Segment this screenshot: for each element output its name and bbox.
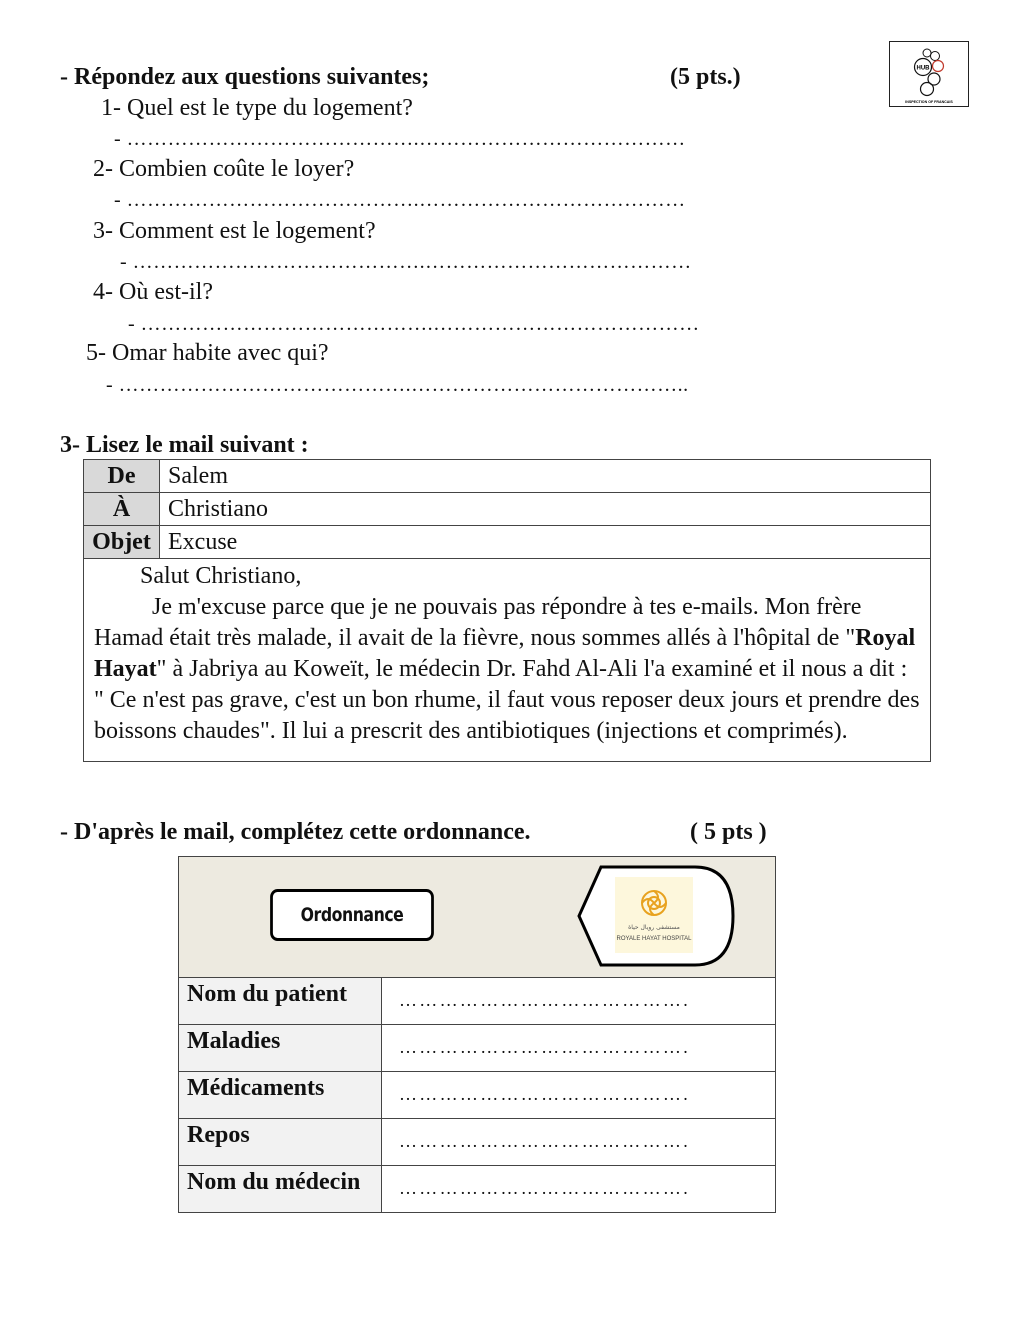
hospital-badge bbox=[577, 865, 737, 967]
svg-text:HUB: HUB bbox=[916, 65, 930, 72]
mail-body-hospital: Royal Hayat bbox=[94, 625, 916, 682]
doctor-name-field[interactable]: ……………………………………. bbox=[399, 1178, 690, 1198]
question-1: 1- Quel est le type du logement? bbox=[101, 95, 413, 121]
inspection-logo bbox=[889, 41, 969, 107]
svg-text:ROYALE HAYAT HOSPITAL: ROYALE HAYAT HOSPITAL bbox=[616, 936, 692, 942]
svg-text:مستشفى رويال حياة: مستشفى رويال حياة bbox=[628, 924, 680, 931]
answer-line-5[interactable]: - …………………………………….………………………………….. bbox=[106, 374, 689, 396]
svg-text:INSPECTION OF FRANCAIS: INSPECTION OF FRANCAIS bbox=[905, 100, 953, 104]
ordonnance-row-illness bbox=[179, 1025, 775, 1072]
medication-field[interactable]: ……………………………………. bbox=[399, 1084, 690, 1104]
ordonnance-row-patient bbox=[179, 978, 775, 1025]
patient-name-label: Nom du patient bbox=[179, 978, 382, 1024]
mail-row-subject bbox=[84, 526, 931, 559]
questions-section-title: - Répondez aux questions suivantes; bbox=[60, 64, 430, 90]
ordonnance-title: Ordonnance bbox=[270, 889, 434, 941]
illness-label: Maladies bbox=[179, 1025, 382, 1071]
mail-body bbox=[84, 559, 931, 762]
answer-line-4[interactable]: - …………………………………….………………………………… bbox=[128, 313, 700, 335]
question-2: 2- Combien coûte le loyer? bbox=[93, 156, 355, 182]
patient-name-field[interactable]: ……………………………………. bbox=[399, 990, 690, 1010]
mail-table bbox=[83, 459, 931, 762]
illness-field[interactable]: ……………………………………. bbox=[399, 1037, 690, 1057]
ordonnance-rows bbox=[179, 978, 775, 1212]
answer-line-2[interactable]: - …………………………………….………………………………… bbox=[114, 189, 686, 211]
answer-line-3[interactable]: - …………………………………….………………………………… bbox=[120, 251, 692, 273]
mail-row-from bbox=[84, 460, 931, 493]
ordonnance-section-title: - D'après le mail, complétez cette ordonnance. bbox=[60, 819, 531, 845]
mail-subject-value: Excuse bbox=[160, 526, 931, 559]
rest-field[interactable]: ……………………………………. bbox=[399, 1131, 690, 1151]
ordonnance-row-rest bbox=[179, 1119, 775, 1166]
mail-row-to bbox=[84, 493, 931, 526]
mail-to-value: Christiano bbox=[160, 493, 931, 526]
answer-line-1[interactable]: - …………………………………….………………………………… bbox=[114, 128, 686, 150]
ordonnance-points: ( 5 pts ) bbox=[690, 819, 767, 845]
doctor-name-label: Nom du médecin bbox=[179, 1166, 382, 1212]
mail-greeting: Salut Christiano, bbox=[140, 563, 302, 589]
circles-logo-icon bbox=[890, 42, 968, 106]
ordonnance-form bbox=[178, 856, 776, 1213]
hospital-logo-icon bbox=[577, 865, 737, 967]
mail-body-part2: " à Jabriya au Koweït, le médecin Dr. Fahd Al-Ali l'a examiné et il nous a dit : " Ce n'est pas grave, c'est un bon rhume, il faut vous reposer deux jours et prendre des boissons chaudes". Il lui a prescrit des antibiotiques (injections et comprimés). bbox=[94, 656, 920, 744]
mail-body-text bbox=[94, 592, 920, 747]
mail-from-value: Salem bbox=[160, 460, 931, 493]
mail-to-label: À bbox=[84, 493, 160, 526]
mail-row-body bbox=[84, 559, 931, 762]
mail-subject-label: Objet bbox=[84, 526, 160, 559]
ordonnance-row-medication bbox=[179, 1072, 775, 1119]
mail-section-title: 3- Lisez le mail suivant : bbox=[60, 432, 309, 458]
ordonnance-header bbox=[179, 857, 775, 978]
questions-points: (5 pts.) bbox=[670, 64, 741, 90]
question-3: 3- Comment est le logement? bbox=[93, 218, 376, 244]
mail-body-part1: Je m'excuse parce que je ne pouvais pas répondre à tes e-mails. Mon frère Hamad était très malade, il avait de la fièvre, nous sommes allés à l'hôpital de " bbox=[94, 594, 862, 651]
ordonnance-row-doctor bbox=[179, 1166, 775, 1212]
question-4: 4- Où est-il? bbox=[93, 279, 213, 305]
rest-label: Repos bbox=[179, 1119, 382, 1165]
question-5: 5- Omar habite avec qui? bbox=[86, 340, 329, 366]
medication-label: Médicaments bbox=[179, 1072, 382, 1118]
mail-from-label: De bbox=[84, 460, 160, 493]
